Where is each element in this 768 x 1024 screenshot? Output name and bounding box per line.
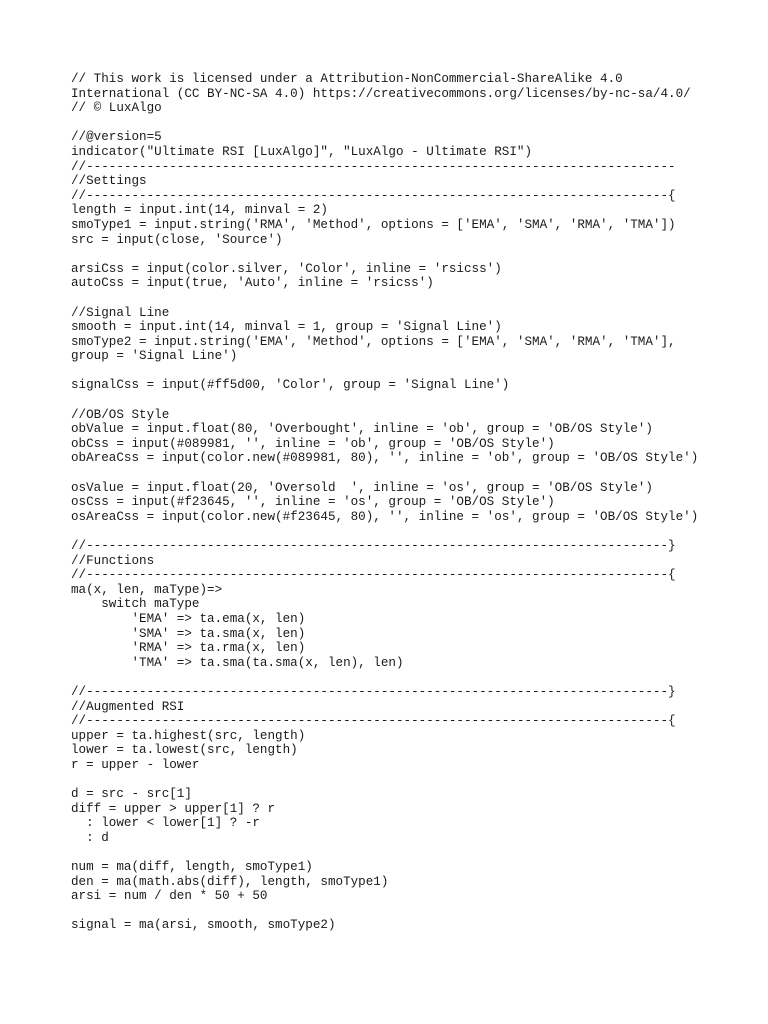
- code-line: r = upper - lower: [71, 757, 200, 772]
- code-document: [71, 72, 761, 933]
- code-line: 'TMA' => ta.sma(ta.sma(x, len), len): [71, 655, 404, 670]
- code-line: obCss = input(#089981, '', inline = 'ob', group = 'OB/OS Style'): [71, 436, 555, 451]
- code-line: smoType2 = input.string('EMA', 'Method', options = ['EMA', 'SMA', 'RMA', 'TMA'],: [71, 334, 676, 349]
- code-line: [71, 670, 761, 685]
- code-line: switch maType: [71, 597, 200, 612]
- code-line: indicator("Ultimate RSI [LuxAlgo]", "LuxAlgo - Ultimate RSI"): [71, 144, 533, 159]
- code-line: [71, 904, 761, 919]
- code-line: signal = ma(arsi, smooth, smoType2): [71, 918, 336, 933]
- code-line: arsiCss = input(color.silver, 'Color', inline = 'rsicss'): [71, 261, 502, 276]
- code-line: arsi = num / den * 50 + 50: [71, 889, 268, 904]
- code-line: num = ma(diff, length, smoType1): [71, 860, 313, 875]
- code-line: smoType1 = input.string('RMA', 'Method', options = ['EMA', 'SMA', 'RMA', 'TMA']): [71, 217, 676, 232]
- code-line: [71, 393, 761, 408]
- code-line: 'SMA' => ta.sma(x, len): [71, 626, 306, 641]
- code-line: smooth = input.int(14, minval = 1, group = 'Signal Line'): [71, 320, 502, 335]
- code-line: [71, 466, 761, 481]
- code-line: // This work is licensed under a Attribution-NonCommercial-ShareAlike 4.0: [71, 72, 623, 86]
- code-line: //OB/OS Style: [71, 407, 170, 422]
- code-line: osAreaCss = input(color.new(#f23645, 80), '', inline = 'os', group = 'OB/OS Style'): [71, 509, 699, 524]
- code-line: International (CC BY-NC-SA 4.0) https://creativecommons.org/licenses/by-nc-sa/4.0/: [71, 86, 691, 101]
- code-line: upper = ta.highest(src, length): [71, 728, 306, 743]
- code-line: 'RMA' => ta.rma(x, len): [71, 641, 306, 656]
- code-line: // © LuxAlgo: [71, 101, 162, 116]
- code-line: ma(x, len, maType)=>: [71, 582, 223, 597]
- code-line: //-----------------------------------------------------------------------------{: [71, 714, 676, 729]
- code-line: //-----------------------------------------------------------------------------{: [71, 568, 676, 583]
- code-line: signalCss = input(#ff5d00, 'Color', group = 'Signal Line'): [71, 378, 510, 393]
- code-line: : lower < lower[1] ? -r: [71, 816, 260, 831]
- code-line: osValue = input.float(20, 'Oversold ', inline = 'os', group = 'OB/OS Style'): [71, 480, 653, 495]
- code-line: [71, 247, 761, 262]
- code-line: //-----------------------------------------------------------------------------}: [71, 539, 676, 553]
- code-line: //Signal Line: [71, 305, 170, 320]
- code-line: osCss = input(#f23645, '', inline = 'os', group = 'OB/OS Style'): [71, 495, 555, 510]
- code-line: diff = upper > upper[1] ? r: [71, 801, 276, 816]
- code-line: den = ma(math.abs(diff), length, smoType1): [71, 874, 389, 889]
- code-line: 'EMA' => ta.ema(x, len): [71, 611, 306, 626]
- code-line: : d: [71, 830, 109, 845]
- code-line: group = 'Signal Line'): [71, 349, 238, 364]
- code-line: //Settings: [71, 174, 147, 189]
- code-line: [71, 116, 761, 131]
- code-line: [71, 291, 761, 306]
- code-line: src = input(close, 'Source'): [71, 232, 283, 247]
- code-line: //-----------------------------------------------------------------------------{: [71, 188, 676, 203]
- code-line: [71, 364, 761, 379]
- code-line: //------------------------------------------------------------------------------: [71, 159, 676, 174]
- code-line: //Functions: [71, 553, 155, 568]
- code-line: [71, 845, 761, 860]
- code-line: //@version=5: [71, 130, 162, 145]
- code-line: [71, 773, 761, 788]
- code-line: lower = ta.lowest(src, length): [71, 743, 298, 758]
- code-line: obValue = input.float(80, 'Overbought', inline = 'ob', group = 'OB/OS Style'): [71, 422, 653, 437]
- code-line: autoCss = input(true, 'Auto', inline = 'rsicss'): [71, 276, 434, 291]
- code-line: //Augmented RSI: [71, 699, 185, 714]
- code-line: //-----------------------------------------------------------------------------}: [71, 684, 676, 699]
- code-line: [71, 524, 761, 539]
- code-line: obAreaCss = input(color.new(#089981, 80), '', inline = 'ob', group = 'OB/OS Style'): [71, 451, 699, 466]
- code-line: d = src - src[1]: [71, 787, 192, 802]
- code-line: length = input.int(14, minval = 2): [71, 203, 328, 218]
